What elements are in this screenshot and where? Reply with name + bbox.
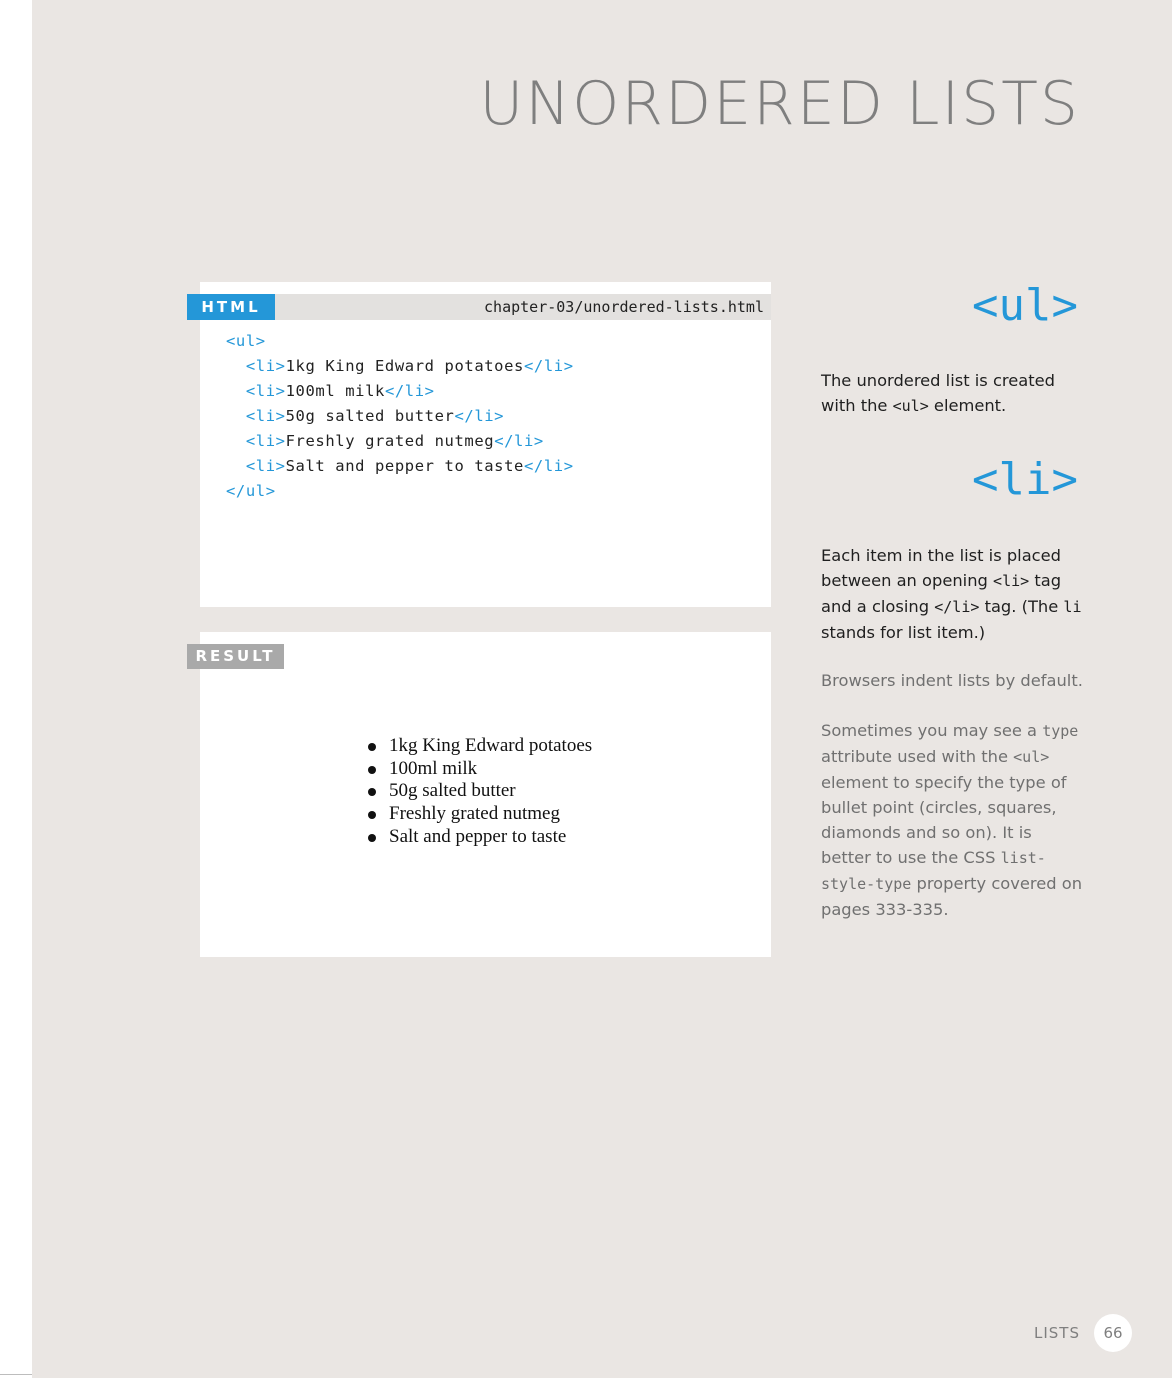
inline-code: list-style-type bbox=[821, 849, 1046, 893]
code-open-tag: <li> bbox=[245, 407, 286, 425]
code-line bbox=[226, 429, 574, 454]
code-open-tag: <ul> bbox=[226, 332, 266, 350]
list-item: Salt and pepper to taste bbox=[389, 826, 592, 849]
indent-note: Browsers indent lists by default. bbox=[821, 671, 1083, 690]
code-text: 100ml milk bbox=[285, 382, 385, 400]
list-item: 50g salted butter bbox=[389, 780, 592, 803]
inline-code: type bbox=[1042, 722, 1079, 740]
code-open-tag: </ul> bbox=[226, 482, 276, 500]
code-open-tag: <li> bbox=[245, 357, 286, 375]
code-close-tag: </li> bbox=[523, 457, 574, 475]
code-close-tag: </li> bbox=[523, 357, 574, 375]
code-line bbox=[226, 329, 574, 354]
li-description: Each item in the list is placed between an opening <li> tag and a closing </li> tag. (The li stands for list item.) bbox=[821, 546, 1082, 642]
code-block bbox=[226, 329, 574, 504]
inline-code: <li> bbox=[993, 572, 1030, 590]
footer-section-label: LISTS bbox=[1034, 1324, 1080, 1342]
html-tab-label: HTML bbox=[187, 294, 275, 320]
code-line bbox=[226, 379, 574, 404]
inline-code: </li> bbox=[934, 598, 980, 616]
page-title: UNORDERED LISTS bbox=[479, 69, 1080, 139]
code-line bbox=[226, 404, 574, 429]
bullet-dot-icon bbox=[368, 743, 376, 751]
page-number-badge: 66 bbox=[1094, 1314, 1132, 1352]
code-line bbox=[226, 354, 574, 379]
ul-element-heading: <ul> bbox=[972, 280, 1078, 331]
result-tab-label: RESULT bbox=[187, 644, 284, 669]
ul-description: The unordered list is created with the <ul> element. bbox=[821, 371, 1055, 415]
rendered-bullet-list bbox=[389, 735, 592, 849]
code-text: Salt and pepper to taste bbox=[285, 457, 524, 475]
type-attribute-note: Sometimes you may see a type attribute used with the <ul> element to specify the type of bullet point (circles, squares, diamonds and so on). It is better to use the CSS list-style-type property covered on pages 333-335. bbox=[821, 721, 1083, 919]
code-text: 50g salted butter bbox=[285, 407, 455, 425]
code-filename: chapter-03/unordered-lists.html bbox=[484, 298, 764, 316]
inline-code: <ul> bbox=[1013, 748, 1050, 766]
code-open-tag: <li> bbox=[245, 382, 286, 400]
code-text: Freshly grated nutmeg bbox=[285, 432, 495, 450]
code-open-tag: <li> bbox=[245, 432, 286, 450]
code-open-tag: <li> bbox=[245, 457, 286, 475]
list-item: Freshly grated nutmeg bbox=[389, 803, 592, 826]
inline-code: <ul> bbox=[892, 397, 929, 415]
code-close-tag: </li> bbox=[454, 407, 505, 425]
code-close-tag: </li> bbox=[494, 432, 544, 450]
code-close-tag: </li> bbox=[384, 382, 435, 400]
page-edge-divider bbox=[0, 1374, 32, 1375]
bullet-dot-icon bbox=[368, 766, 376, 774]
li-element-heading: <li> bbox=[972, 454, 1078, 505]
code-line bbox=[226, 479, 574, 504]
code-text: 1kg King Edward potatoes bbox=[285, 357, 524, 375]
list-item: 100ml milk bbox=[389, 758, 592, 781]
list-item: 1kg King Edward potatoes bbox=[389, 735, 592, 758]
inline-code: li bbox=[1063, 598, 1082, 616]
code-line bbox=[226, 454, 574, 479]
bullet-dot-icon bbox=[368, 834, 376, 842]
